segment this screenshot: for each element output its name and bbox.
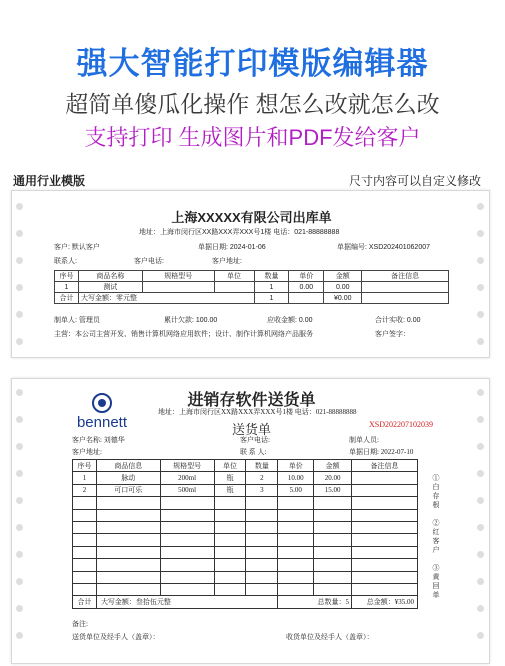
cell [246, 559, 278, 571]
cell [314, 534, 352, 546]
cell [246, 509, 278, 521]
customer-address-field: 客户地址: [212, 258, 242, 265]
cell [278, 571, 314, 583]
cell: 3 [246, 484, 278, 496]
cell: 10.00 [278, 472, 314, 484]
cell [214, 583, 246, 595]
table-row [73, 484, 418, 496]
cell [352, 559, 418, 571]
logo-text: bennett [76, 414, 128, 431]
cell: 脉动 [96, 472, 160, 484]
cell [214, 521, 246, 533]
cell [160, 583, 214, 595]
cell: 1 [55, 282, 79, 293]
cell [214, 509, 246, 521]
blank-row [73, 571, 418, 583]
cell: 瓶 [214, 472, 246, 484]
business-scope: 主营：本公司主营开发、销售计算机网络应用软件；设计、制作计算机网络产品服务 [54, 331, 313, 338]
cell [73, 583, 97, 595]
cell [96, 583, 160, 595]
receivable-field: 应收金额: 0.00 [267, 317, 313, 324]
cell [160, 521, 214, 533]
customer-name: 客户名称: 刘德华 [72, 436, 125, 444]
cell [214, 497, 246, 509]
customizable-note: 尺寸内容可以自定义修改 [348, 174, 481, 188]
total-amount: ¥0.00 [324, 293, 362, 304]
cell [73, 521, 97, 533]
cell: 20.00 [314, 472, 352, 484]
header-cell: 备注信息 [352, 460, 418, 472]
cell [352, 484, 418, 496]
cell [352, 583, 418, 595]
cell [314, 571, 352, 583]
header-cell: 单位 [214, 271, 254, 282]
debt-field: 累计欠款: 100.00 [164, 317, 218, 324]
header-cell: 金额 [324, 271, 362, 282]
date-field: 单据日期: 2024-01-06 [198, 244, 266, 251]
header-cell: 规格型号 [142, 271, 214, 282]
company-address: 地址：上海市闵行区XX路XXX弄XXX号1楼 电话：021-88888888 [139, 229, 340, 236]
cell [278, 509, 314, 521]
total-count: 总数量：5 [278, 596, 352, 608]
table-row [55, 282, 449, 293]
cell [96, 497, 160, 509]
cell [278, 546, 314, 558]
customer-signature: 客户签字： [375, 331, 410, 338]
cell [352, 497, 418, 509]
outbound-form-sheet[interactable] [11, 190, 490, 358]
cell [278, 534, 314, 546]
cell [246, 583, 278, 595]
cell [73, 559, 97, 571]
total-row [55, 293, 449, 304]
cell [96, 509, 160, 521]
delivery-note-sheet[interactable] [11, 378, 490, 664]
cell [362, 282, 449, 293]
cell [314, 509, 352, 521]
total-in-words: 大写金额：叁拾伍元整 [96, 596, 277, 608]
cell: 200ml [160, 472, 214, 484]
total-amount: 总金额：¥35.00 [352, 596, 418, 608]
hero-title: 强大智能打印模版编辑器 [76, 46, 429, 81]
blank-row [73, 546, 418, 558]
item-table [54, 270, 449, 304]
blank-row [73, 559, 418, 571]
cell [352, 472, 418, 484]
cell [314, 546, 352, 558]
cell [352, 521, 418, 533]
blank-row [73, 583, 418, 595]
total-qty: 1 [254, 293, 289, 304]
header-cell: 单价 [289, 271, 324, 282]
delivery-item-table [72, 459, 418, 609]
number-field: 单据编号: XSD202401062007 [337, 244, 430, 251]
receiver-signature: 收货单位及经手人（盖章）： [286, 633, 374, 641]
cell [246, 497, 278, 509]
cell [214, 546, 246, 558]
cell: 可口可乐 [96, 484, 160, 496]
total-row [73, 596, 418, 608]
hero-subtitle: 超简单傻瓜化操作 想怎么改就怎么改 [65, 91, 440, 117]
cell [246, 571, 278, 583]
maker-field: 制单人员: [349, 436, 379, 444]
header-cell: 单价 [278, 460, 314, 472]
header-cell: 序号 [55, 271, 79, 282]
cell [362, 293, 449, 304]
header-cell: 数量 [254, 271, 289, 282]
cell: 瓶 [214, 484, 246, 496]
cell [246, 546, 278, 558]
cell [214, 534, 246, 546]
template-category-label: 通用行业模版 [13, 174, 86, 188]
total-label: 合计 [55, 293, 79, 304]
blank-row [73, 521, 418, 533]
cell [246, 534, 278, 546]
cell [352, 509, 418, 521]
header-cell: 金额 [314, 460, 352, 472]
cell: 0.00 [324, 282, 362, 293]
cell [352, 534, 418, 546]
blank-row [73, 509, 418, 521]
cell [160, 497, 214, 509]
cell [160, 546, 214, 558]
cell [96, 534, 160, 546]
delivery-subtitle: 送货单 [231, 422, 271, 437]
cell [96, 546, 160, 558]
cell [214, 559, 246, 571]
cell [278, 497, 314, 509]
cell [314, 583, 352, 595]
delivery-title: 进销存软件送货单 [187, 392, 316, 409]
copy-white-stub: ①白存根 [432, 474, 440, 509]
cell [160, 559, 214, 571]
cell [278, 583, 314, 595]
cell [96, 521, 160, 533]
cell [160, 534, 214, 546]
cell [246, 521, 278, 533]
cell [142, 282, 214, 293]
blank-row [73, 534, 418, 546]
remarks-field: 备注: [72, 620, 88, 628]
contact-field: 联系人: [54, 258, 77, 265]
cell: 测试 [78, 282, 142, 293]
cell [214, 282, 254, 293]
date-field: 单据日期: 2022-07-10 [349, 448, 414, 456]
cell [160, 509, 214, 521]
customer-phone: 客户电话: [240, 436, 270, 444]
cell [96, 571, 160, 583]
header-cell: 数量 [246, 460, 278, 472]
cell [289, 293, 324, 304]
copy-red-customer: ②红客户 [432, 519, 440, 554]
cell: 15.00 [314, 484, 352, 496]
customer-address: 客户地址: [72, 448, 102, 456]
cell [314, 497, 352, 509]
header-cell: 序号 [73, 460, 97, 472]
cell [73, 497, 97, 509]
total-label: 合计 [73, 596, 97, 608]
contact-field: 联 系 人: [240, 448, 267, 456]
document-number: XSD202207102039 [369, 420, 434, 429]
table-header-row [55, 271, 449, 282]
cell [214, 571, 246, 583]
cell [73, 534, 97, 546]
table-header-row [73, 460, 418, 472]
cell [352, 571, 418, 583]
header-cell: 备注信息 [362, 271, 449, 282]
cell [96, 559, 160, 571]
customer-field: 客户: 默认客户 [54, 244, 100, 251]
header-cell: 商品信息 [96, 460, 160, 472]
hero-tagline: 支持打印 生成图片和PDF发给客户 [84, 125, 421, 150]
cell: 1 [254, 282, 289, 293]
table-row [73, 472, 418, 484]
cell [73, 546, 97, 558]
cell [314, 521, 352, 533]
copy-yellow-receipt: ③黄回单 [432, 564, 440, 599]
phone-field: 客户电话: [134, 258, 164, 265]
cell [314, 559, 352, 571]
paid-field: 合计实收: 0.00 [375, 317, 421, 324]
maker-field: 制单人: 管理员 [54, 317, 100, 324]
cell [73, 509, 97, 521]
cell: 2 [73, 484, 97, 496]
cell [73, 571, 97, 583]
cell [278, 559, 314, 571]
cell [278, 521, 314, 533]
cell: 1 [73, 472, 97, 484]
header-cell: 规格型号 [160, 460, 214, 472]
cell: 5.00 [278, 484, 314, 496]
cell: 2 [246, 472, 278, 484]
company-address: 地址：上海市闵行区XX路XXX弄XXX号1楼 电话：021-88888888 [158, 408, 357, 416]
header-cell: 单位 [214, 460, 246, 472]
total-in-words: 大写金额：零元整 [78, 293, 254, 304]
cell [352, 546, 418, 558]
blank-row [73, 497, 418, 509]
cell: 0.00 [289, 282, 324, 293]
cell [160, 571, 214, 583]
cell: 500ml [160, 484, 214, 496]
header-cell: 商品名称 [78, 271, 142, 282]
form-title: 上海XXXXX有限公司出库单 [171, 210, 332, 225]
sender-signature: 送货单位及经手人（盖章）： [72, 633, 160, 641]
hero-banner [0, 0, 505, 170]
